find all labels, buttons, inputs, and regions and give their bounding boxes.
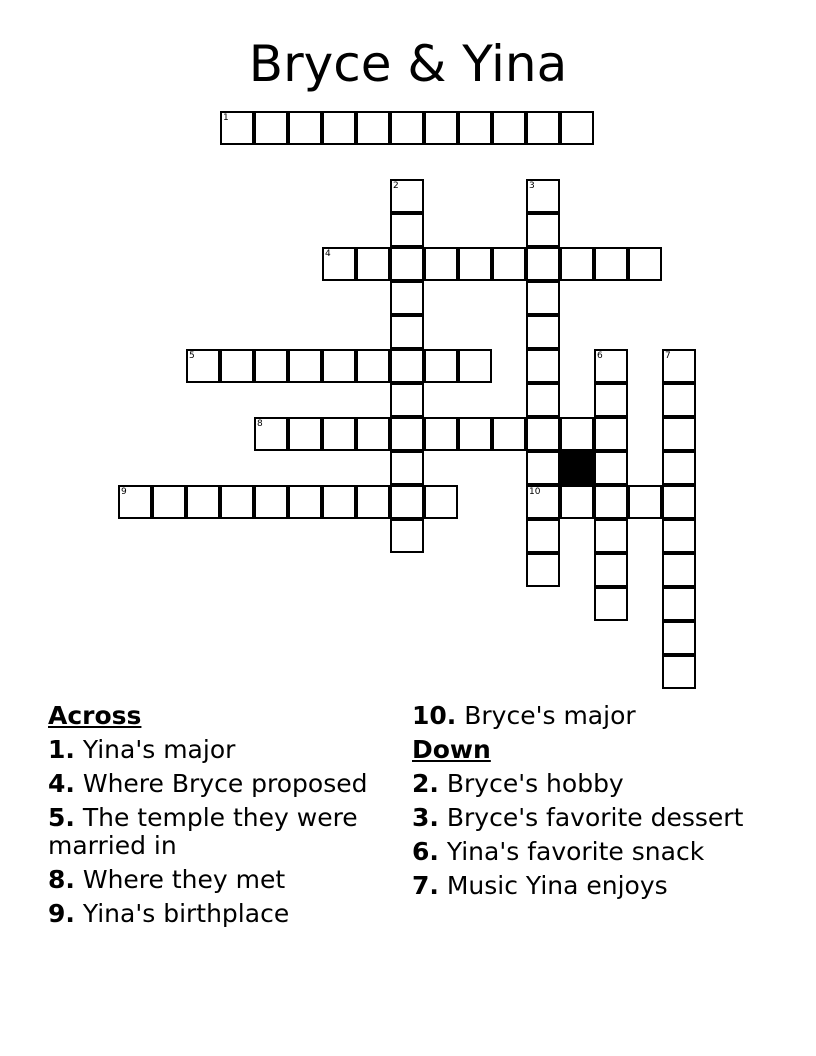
grid-cell[interactable] bbox=[594, 519, 628, 553]
grid-cell[interactable] bbox=[356, 349, 390, 383]
clue-number: 3. bbox=[412, 803, 439, 832]
clue-text: Yina's birthplace bbox=[82, 899, 290, 928]
clues-column-right bbox=[412, 702, 752, 906]
grid-cell[interactable] bbox=[458, 247, 492, 281]
grid-cell[interactable] bbox=[186, 349, 220, 383]
grid-cell[interactable] bbox=[254, 417, 288, 451]
clue-number: 1. bbox=[48, 735, 75, 764]
puzzle-title: Bryce & Yina bbox=[248, 35, 568, 93]
clue-text: The temple they were married in bbox=[48, 803, 358, 860]
grid-cell[interactable] bbox=[356, 417, 390, 451]
grid-cell[interactable] bbox=[458, 111, 492, 145]
grid-cell[interactable] bbox=[526, 485, 560, 519]
grid-cell[interactable] bbox=[118, 485, 152, 519]
clue-number: 5. bbox=[48, 803, 75, 832]
cell-number: 6 bbox=[597, 351, 603, 361]
grid-cell[interactable] bbox=[662, 519, 696, 553]
clue-text: Music Yina enjoys bbox=[446, 871, 668, 900]
grid-cell[interactable] bbox=[560, 417, 594, 451]
grid-cell[interactable] bbox=[390, 383, 424, 417]
grid-cell[interactable] bbox=[390, 417, 424, 451]
grid-cell[interactable] bbox=[594, 247, 628, 281]
grid-cell[interactable] bbox=[356, 485, 390, 519]
grid-cell[interactable] bbox=[594, 587, 628, 621]
grid-cell[interactable] bbox=[492, 247, 526, 281]
grid-cell[interactable] bbox=[594, 553, 628, 587]
clue-down-7 bbox=[412, 872, 752, 900]
grid-cell[interactable] bbox=[526, 281, 560, 315]
grid-cell[interactable] bbox=[594, 485, 628, 519]
grid-cell[interactable] bbox=[424, 111, 458, 145]
grid-cell[interactable] bbox=[220, 111, 254, 145]
cell-number: 1 bbox=[223, 113, 229, 123]
cell-number: 10 bbox=[529, 487, 541, 497]
grid-cell[interactable] bbox=[526, 383, 560, 417]
down-heading: Down bbox=[412, 735, 491, 764]
clue-number: 4. bbox=[48, 769, 75, 798]
clue-number: 6. bbox=[412, 837, 439, 866]
grid-cell[interactable] bbox=[390, 247, 424, 281]
grid-cell[interactable] bbox=[560, 485, 594, 519]
grid-cell[interactable] bbox=[526, 247, 560, 281]
clue-number: 7. bbox=[412, 871, 439, 900]
grid-cell[interactable] bbox=[560, 111, 594, 145]
clue-number: 8. bbox=[48, 865, 75, 894]
grid-cell[interactable] bbox=[492, 111, 526, 145]
clue-text: Where they met bbox=[82, 865, 286, 894]
clue-text: Yina's major bbox=[82, 735, 236, 764]
clue-across-8 bbox=[48, 866, 388, 894]
grid-cell[interactable] bbox=[390, 519, 424, 553]
grid-cell[interactable] bbox=[628, 247, 662, 281]
grid-cell[interactable] bbox=[662, 587, 696, 621]
clue-number: 2. bbox=[412, 769, 439, 798]
grid-cell[interactable] bbox=[662, 451, 696, 485]
clue-text: Bryce's major bbox=[464, 701, 636, 730]
grid-cell[interactable] bbox=[390, 315, 424, 349]
black-square bbox=[560, 451, 594, 485]
grid-cell[interactable] bbox=[526, 111, 560, 145]
grid-cell[interactable] bbox=[390, 179, 424, 213]
across-heading: Across bbox=[48, 701, 142, 730]
grid-cell[interactable] bbox=[526, 213, 560, 247]
grid-cell[interactable] bbox=[594, 451, 628, 485]
grid-cell[interactable] bbox=[322, 111, 356, 145]
cell-number: 7 bbox=[665, 351, 671, 361]
grid-cell[interactable] bbox=[356, 111, 390, 145]
grid-cell[interactable] bbox=[424, 349, 458, 383]
grid-cell[interactable] bbox=[526, 349, 560, 383]
grid-cell[interactable] bbox=[458, 349, 492, 383]
grid-cell[interactable] bbox=[356, 247, 390, 281]
clue-text: Yina's favorite snack bbox=[446, 837, 705, 866]
grid-cell[interactable] bbox=[594, 349, 628, 383]
clue-across-9 bbox=[48, 900, 388, 928]
grid-cell[interactable] bbox=[220, 349, 254, 383]
grid-cell[interactable] bbox=[662, 417, 696, 451]
grid-cell[interactable] bbox=[322, 485, 356, 519]
grid-cell[interactable] bbox=[662, 655, 696, 689]
clue-number: 10. bbox=[412, 701, 457, 730]
grid-cell[interactable] bbox=[526, 553, 560, 587]
clue-down-6 bbox=[412, 838, 752, 866]
grid-cell[interactable] bbox=[526, 417, 560, 451]
cell-number: 3 bbox=[529, 181, 535, 191]
grid-cell[interactable] bbox=[458, 417, 492, 451]
grid-cell[interactable] bbox=[662, 485, 696, 519]
grid-cell[interactable] bbox=[492, 417, 526, 451]
grid-cell[interactable] bbox=[152, 485, 186, 519]
clue-across-4 bbox=[48, 770, 388, 798]
grid-cell[interactable] bbox=[390, 451, 424, 485]
clue-across-10 bbox=[412, 702, 752, 730]
grid-cell[interactable] bbox=[424, 247, 458, 281]
cell-number: 4 bbox=[325, 249, 331, 259]
grid-cell[interactable] bbox=[288, 349, 322, 383]
grid-cell[interactable] bbox=[526, 519, 560, 553]
clue-down-2 bbox=[412, 770, 752, 798]
clue-across-5 bbox=[48, 804, 388, 860]
grid-cell[interactable] bbox=[662, 621, 696, 655]
clue-text: Bryce's hobby bbox=[446, 769, 624, 798]
grid-cell[interactable] bbox=[322, 247, 356, 281]
clue-text: Bryce's favorite dessert bbox=[446, 803, 744, 832]
grid-cell[interactable] bbox=[322, 349, 356, 383]
grid-cell[interactable] bbox=[662, 349, 696, 383]
clue-number: 9. bbox=[48, 899, 75, 928]
grid-cell[interactable] bbox=[390, 213, 424, 247]
grid-cell[interactable] bbox=[594, 417, 628, 451]
grid-cell[interactable] bbox=[390, 281, 424, 315]
clue-across-1 bbox=[48, 736, 388, 764]
grid-cell[interactable] bbox=[662, 553, 696, 587]
grid-cell[interactable] bbox=[186, 485, 220, 519]
cell-number: 9 bbox=[121, 487, 127, 497]
clues-column-left bbox=[48, 702, 388, 934]
clue-down-3 bbox=[412, 804, 752, 832]
grid-cell[interactable] bbox=[288, 485, 322, 519]
grid-cell[interactable] bbox=[424, 485, 458, 519]
grid-cell[interactable] bbox=[322, 417, 356, 451]
grid-cell[interactable] bbox=[390, 111, 424, 145]
cell-number: 8 bbox=[257, 419, 263, 429]
cell-number: 2 bbox=[393, 181, 399, 191]
grid-cell[interactable] bbox=[424, 417, 458, 451]
grid-cell[interactable] bbox=[526, 315, 560, 349]
clue-text: Where Bryce proposed bbox=[82, 769, 368, 798]
grid-cell[interactable] bbox=[526, 179, 560, 213]
grid-cell[interactable] bbox=[560, 247, 594, 281]
cell-number: 5 bbox=[189, 351, 195, 361]
grid-cell[interactable] bbox=[254, 349, 288, 383]
grid-cell[interactable] bbox=[390, 349, 424, 383]
grid-cell[interactable] bbox=[594, 383, 628, 417]
grid-cell[interactable] bbox=[390, 485, 424, 519]
grid-cell[interactable] bbox=[220, 485, 254, 519]
grid-cell[interactable] bbox=[254, 111, 288, 145]
grid-cell[interactable] bbox=[288, 417, 322, 451]
grid-cell[interactable] bbox=[254, 485, 288, 519]
grid-cell[interactable] bbox=[288, 111, 322, 145]
grid-cell[interactable] bbox=[526, 451, 560, 485]
grid-cell[interactable] bbox=[662, 383, 696, 417]
grid-cell[interactable] bbox=[628, 485, 662, 519]
